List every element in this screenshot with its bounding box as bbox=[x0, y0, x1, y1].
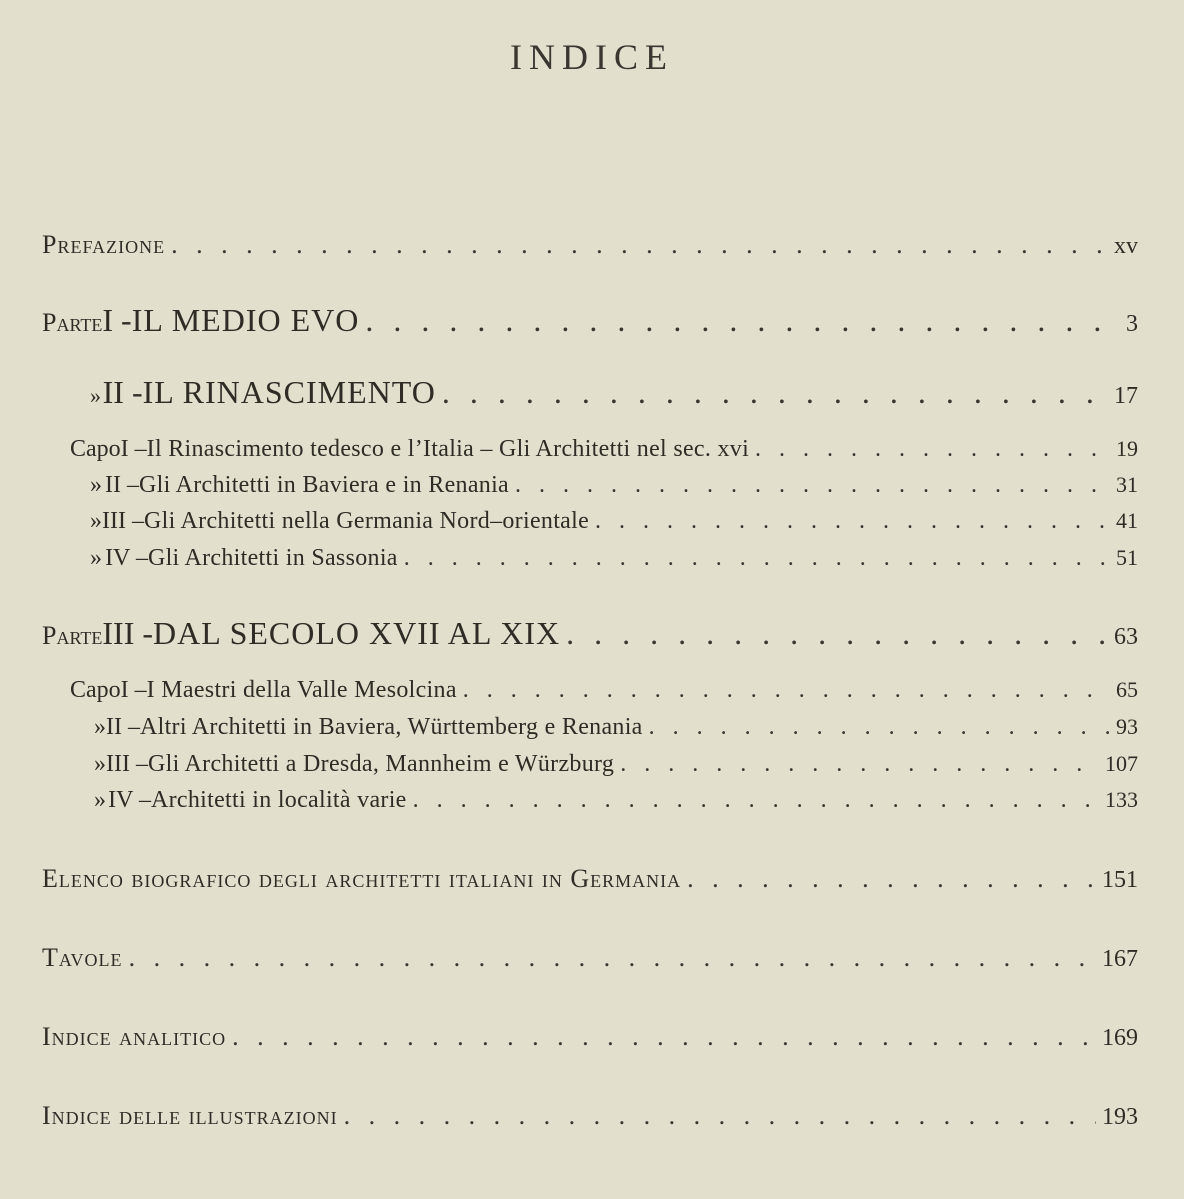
dot-leader bbox=[595, 508, 1110, 535]
toc-entry-number: II – bbox=[105, 472, 140, 498]
toc-entry-title: Gli Architetti in Baviera e in Renania bbox=[139, 472, 509, 498]
toc-entry-chapter[interactable] bbox=[90, 472, 1138, 499]
toc-entry-page: 133 bbox=[1105, 787, 1138, 812]
toc-entry-title: Gli Architetti nella Germania Nord–orientale bbox=[143, 508, 590, 534]
toc-entry-page: 3 bbox=[1126, 311, 1138, 337]
toc-entry-page: 169 bbox=[1102, 1025, 1138, 1051]
toc-entry-page: 31 bbox=[1116, 472, 1138, 497]
toc-entry-page: 65 bbox=[1116, 677, 1138, 702]
toc-entry-page: 41 bbox=[1116, 508, 1138, 533]
toc-entry-title: Il Rinascimento tedesco e l’Italia – Gli Architetti nel sec. xvi bbox=[146, 436, 750, 462]
toc-entry-part1[interactable] bbox=[42, 302, 1138, 339]
toc-entry-label: » bbox=[94, 787, 106, 813]
toc-entry-number: I – bbox=[120, 436, 147, 462]
toc-entry-page: 193 bbox=[1102, 1104, 1138, 1130]
toc-entry-number: IV – bbox=[108, 787, 151, 813]
dot-leader bbox=[344, 1101, 1096, 1131]
toc-entry-tavole[interactable] bbox=[42, 943, 1138, 973]
toc-entry-page: 51 bbox=[1116, 545, 1138, 570]
dot-leader bbox=[171, 230, 1108, 260]
toc-entry-part2[interactable] bbox=[90, 374, 1138, 411]
toc-entry-label: » bbox=[90, 508, 102, 534]
toc-entry-indice-analitico[interactable] bbox=[42, 1022, 1138, 1052]
page-title: INDICE bbox=[510, 37, 674, 77]
toc-entry-label: » bbox=[94, 751, 106, 777]
toc-entry-part3[interactable] bbox=[42, 615, 1138, 652]
toc-entry-prefazione[interactable] bbox=[42, 230, 1138, 260]
toc-entry-title: Architetti in località varie bbox=[150, 787, 407, 813]
toc-entry-label: » bbox=[90, 545, 102, 571]
toc-entry-title: IL MEDIO EVO bbox=[131, 302, 360, 338]
toc-entry-title: Indice delle illustrazioni bbox=[42, 1101, 338, 1130]
toc-entry-label: Parte bbox=[42, 621, 103, 650]
toc-entry-page: 107 bbox=[1105, 751, 1138, 776]
dot-leader bbox=[755, 436, 1110, 463]
toc-entry-label: » bbox=[94, 714, 106, 740]
toc-entry-title: Tavole bbox=[42, 943, 123, 972]
toc-entry-number: III – bbox=[106, 751, 148, 777]
toc-entry-title: Altri Architetti in Baviera, Württemberg e Renania bbox=[139, 714, 643, 740]
toc-entry-number: IV – bbox=[105, 545, 148, 571]
toc-entry-number: I – bbox=[120, 677, 147, 703]
toc-entry-title: Elenco biografico degli architetti italiani in Germania bbox=[42, 864, 682, 893]
toc-entry-label: » bbox=[90, 383, 101, 408]
dot-leader bbox=[687, 864, 1096, 894]
toc-entry-page: xv bbox=[1114, 233, 1138, 259]
dot-leader bbox=[463, 677, 1110, 704]
toc-entry-label: Capo bbox=[70, 436, 121, 462]
toc-entry-title: Gli Architetti a Dresda, Mannheim e Würzburg bbox=[147, 751, 615, 777]
toc-entry-page: 151 bbox=[1102, 867, 1138, 893]
toc-entry-page: 63 bbox=[1114, 624, 1138, 650]
dot-leader bbox=[365, 302, 1120, 339]
toc-entry-number: II – bbox=[106, 714, 140, 740]
toc-entry-chapter[interactable] bbox=[94, 714, 1138, 741]
toc-entry-title: Gli Architetti in Sassonia bbox=[147, 545, 398, 571]
dot-leader bbox=[404, 545, 1110, 572]
toc-entry-label: Parte bbox=[42, 308, 103, 337]
toc-entry-page: 19 bbox=[1116, 436, 1138, 461]
toc-entry-title: I Maestri della Valle Mesolcina bbox=[146, 677, 457, 703]
dot-leader bbox=[129, 943, 1096, 973]
toc-entry-page: 17 bbox=[1114, 383, 1138, 409]
toc-entry-number: I - bbox=[102, 302, 132, 338]
toc-entry-number: III – bbox=[102, 508, 144, 534]
toc-entry-title: Prefazione bbox=[42, 230, 166, 259]
dot-leader bbox=[649, 714, 1110, 741]
toc-entry-label: » bbox=[90, 472, 102, 498]
dot-leader bbox=[232, 1022, 1096, 1052]
dot-leader bbox=[620, 751, 1099, 778]
toc-entry-number: III - bbox=[102, 615, 153, 651]
toc-entry-chapter[interactable] bbox=[90, 508, 1138, 535]
dot-leader bbox=[566, 615, 1108, 652]
toc-entry-chapter[interactable] bbox=[70, 436, 1138, 463]
toc-entry-label: Capo bbox=[70, 677, 121, 703]
toc-entry-page: 93 bbox=[1116, 714, 1138, 739]
toc-entry-title: Indice analitico bbox=[42, 1022, 227, 1051]
toc-entry-number: II - bbox=[102, 374, 143, 410]
toc-entry-chapter[interactable] bbox=[94, 751, 1138, 778]
toc-entry-page: 167 bbox=[1102, 946, 1138, 972]
toc-entry-elenco[interactable] bbox=[42, 864, 1138, 894]
toc-entry-chapter[interactable] bbox=[70, 677, 1138, 704]
dot-leader bbox=[413, 787, 1099, 814]
toc-entry-indice-illustrazioni[interactable] bbox=[42, 1101, 1138, 1131]
toc-entry-chapter[interactable] bbox=[90, 545, 1138, 572]
dot-leader bbox=[442, 374, 1108, 411]
toc-entry-title: DAL SECOLO XVII AL XIX bbox=[153, 615, 561, 651]
toc-entry-chapter[interactable] bbox=[94, 787, 1138, 814]
toc-entry-title: IL RINASCIMENTO bbox=[142, 374, 436, 410]
dot-leader bbox=[515, 472, 1110, 499]
